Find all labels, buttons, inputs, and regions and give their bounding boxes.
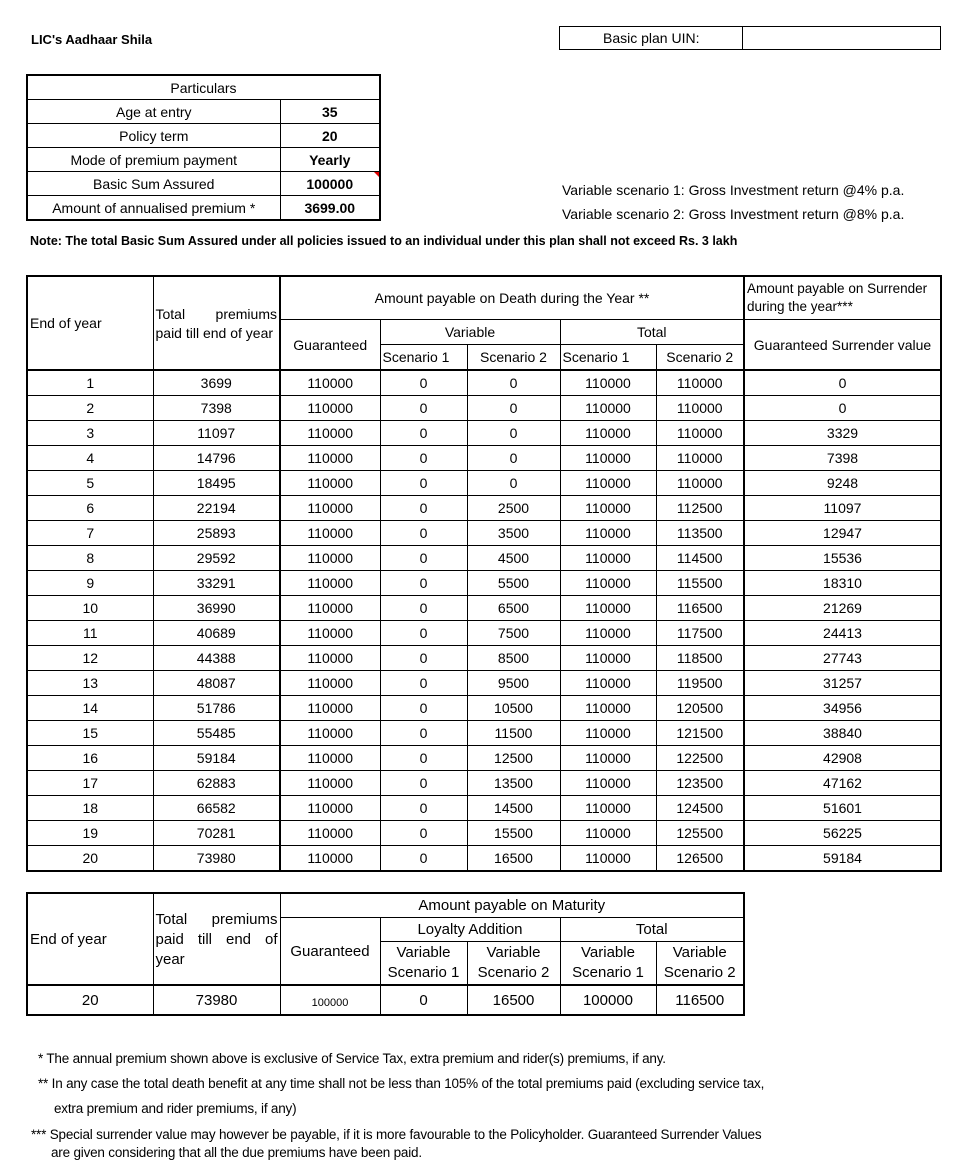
cell-death-total-s1: 110000 [560, 596, 656, 621]
particular-row [27, 196, 380, 221]
cell-death-total-s2: 110000 [656, 421, 744, 446]
cell-guaranteed-surrender-value: 18310 [744, 571, 941, 596]
cell-death-total-s1: 110000 [560, 396, 656, 421]
table-row [27, 771, 941, 796]
header-surrender-group: Amount payable on Surrender during the year*** [744, 276, 941, 320]
particular-row [27, 100, 380, 124]
cell-death-total-s2: 123500 [656, 771, 744, 796]
cell-guaranteed-surrender-value: 11097 [744, 496, 941, 521]
table-row [27, 471, 941, 496]
table-row [27, 521, 941, 546]
cell-death-variable-s1: 0 [380, 471, 467, 496]
cell-death-total-s2: 112500 [656, 496, 744, 521]
header-gsv: Guaranteed Surrender value [744, 320, 941, 371]
cell-total-premiums: 59184 [153, 746, 280, 771]
cell-death-total-s1: 110000 [560, 746, 656, 771]
cell-guaranteed-surrender-value: 12947 [744, 521, 941, 546]
particular-value[interactable]: Yearly [280, 148, 380, 172]
footnote-3-cont: are given considering that all the due premiums have been paid. [51, 1145, 422, 1160]
cell-death-variable-s1: 0 [380, 746, 467, 771]
cell-end-of-year: 10 [27, 596, 153, 621]
particular-label: Policy term [27, 124, 280, 148]
cell-total-premiums: 66582 [153, 796, 280, 821]
cell-death-variable-s2: 4500 [467, 546, 560, 571]
header-total-premiums: Total premiums paid till end of year [153, 276, 280, 370]
cell-death-variable-s2: 16500 [467, 846, 560, 872]
cell-death-total-s1: 110000 [560, 721, 656, 746]
mat-header-total: Total [560, 918, 744, 942]
cell-death-total-s1: 110000 [560, 796, 656, 821]
mat-loyalty-vs2: 16500 [467, 985, 560, 1015]
cell-guaranteed-surrender-value: 42908 [744, 746, 941, 771]
cell-death-total-s1: 110000 [560, 621, 656, 646]
cell-end-of-year: 14 [27, 696, 153, 721]
cell-death-guaranteed: 110000 [280, 446, 380, 471]
cell-end-of-year: 4 [27, 446, 153, 471]
mat-guaranteed: 100000 [280, 985, 380, 1015]
cell-guaranteed-surrender-value: 47162 [744, 771, 941, 796]
cell-death-total-s2: 124500 [656, 796, 744, 821]
cell-guaranteed-surrender-value: 31257 [744, 671, 941, 696]
cell-end-of-year: 12 [27, 646, 153, 671]
cell-end-of-year: 3 [27, 421, 153, 446]
particulars-table [26, 74, 381, 221]
mat-header-loyalty-vs1: Variable Scenario 1 [380, 942, 467, 986]
mat-header-loyalty-vs2: Variable Scenario 2 [467, 942, 560, 986]
mat-end-of-year: 20 [27, 985, 153, 1015]
cell-death-variable-s1: 0 [380, 446, 467, 471]
header-guaranteed: Guaranteed [280, 320, 380, 371]
cell-total-premiums: 44388 [153, 646, 280, 671]
header-total-scenario-2: Scenario 2 [656, 345, 744, 371]
cell-death-total-s1: 110000 [560, 821, 656, 846]
cell-total-premiums: 3699 [153, 370, 280, 396]
table-row [27, 446, 941, 471]
cell-death-variable-s2: 0 [467, 471, 560, 496]
cell-death-variable-s2: 10500 [467, 696, 560, 721]
cell-death-total-s2: 121500 [656, 721, 744, 746]
particular-label: Mode of premium payment [27, 148, 280, 172]
cell-death-total-s1: 110000 [560, 771, 656, 796]
cell-end-of-year: 7 [27, 521, 153, 546]
cell-death-total-s1: 110000 [560, 370, 656, 396]
mat-total-vs2: 116500 [656, 985, 744, 1015]
cell-guaranteed-surrender-value: 3329 [744, 421, 941, 446]
cell-end-of-year: 16 [27, 746, 153, 771]
cell-guaranteed-surrender-value: 34956 [744, 696, 941, 721]
cell-death-guaranteed: 110000 [280, 370, 380, 396]
cell-death-variable-s2: 5500 [467, 571, 560, 596]
plan-title: LIC's Aadhaar Shila [31, 32, 153, 47]
cell-total-premiums: 51786 [153, 696, 280, 721]
cell-death-variable-s1: 0 [380, 796, 467, 821]
table-row [27, 396, 941, 421]
cell-death-variable-s2: 2500 [467, 496, 560, 521]
cell-death-variable-s1: 0 [380, 546, 467, 571]
cell-death-guaranteed: 110000 [280, 771, 380, 796]
cell-guaranteed-surrender-value: 21269 [744, 596, 941, 621]
mat-header-total-vs1: Variable Scenario 1 [560, 942, 656, 986]
cell-total-premiums: 62883 [153, 771, 280, 796]
cell-death-total-s1: 110000 [560, 521, 656, 546]
cell-guaranteed-surrender-value: 0 [744, 396, 941, 421]
cell-guaranteed-surrender-value: 15536 [744, 546, 941, 571]
cell-death-total-s1: 110000 [560, 846, 656, 872]
cell-death-variable-s1: 0 [380, 396, 467, 421]
uin-table [559, 26, 941, 50]
cell-guaranteed-surrender-value: 27743 [744, 646, 941, 671]
cell-death-total-s2: 119500 [656, 671, 744, 696]
cell-death-guaranteed: 110000 [280, 471, 380, 496]
cell-total-premiums: 14796 [153, 446, 280, 471]
cell-death-variable-s1: 0 [380, 646, 467, 671]
cell-death-variable-s1: 0 [380, 846, 467, 872]
cell-death-guaranteed: 110000 [280, 596, 380, 621]
particular-value[interactable]: 100000 [280, 172, 380, 196]
uin-label: Basic plan UIN: [560, 27, 743, 50]
cell-total-premiums: 55485 [153, 721, 280, 746]
cell-total-premiums: 40689 [153, 621, 280, 646]
maturity-row [27, 985, 744, 1015]
cell-end-of-year: 1 [27, 370, 153, 396]
table-row [27, 370, 941, 396]
cell-death-variable-s1: 0 [380, 621, 467, 646]
cell-death-total-s2: 122500 [656, 746, 744, 771]
maturity-table [26, 892, 745, 1016]
cell-death-guaranteed: 110000 [280, 721, 380, 746]
cell-death-total-s2: 126500 [656, 846, 744, 872]
benefit-table-body [27, 370, 941, 871]
table-row [27, 721, 941, 746]
mat-header-guaranteed: Guaranteed [280, 918, 380, 986]
cell-death-variable-s2: 0 [467, 396, 560, 421]
cell-total-premiums: 33291 [153, 571, 280, 596]
cell-death-variable-s2: 7500 [467, 621, 560, 646]
cell-guaranteed-surrender-value: 24413 [744, 621, 941, 646]
particulars-header: Particulars [27, 75, 380, 100]
cell-end-of-year: 2 [27, 396, 153, 421]
table-row [27, 746, 941, 771]
cell-death-variable-s2: 0 [467, 446, 560, 471]
footnote-3: *** Special surrender value may however be payable, if it is more favourable to the Policyholder. Guaranteed Surrender Values [31, 1127, 762, 1142]
cell-death-total-s2: 110000 [656, 471, 744, 496]
table-row [27, 821, 941, 846]
cell-end-of-year: 6 [27, 496, 153, 521]
header-total-scenario-1: Scenario 1 [560, 345, 656, 371]
particular-label: Basic Sum Assured [27, 172, 280, 196]
cell-total-premiums: 7398 [153, 396, 280, 421]
scenario-2-text: Variable scenario 2: Gross Investment return @8% p.a. [562, 206, 905, 222]
mat-header-total-premiums: Total premiums paid till end of year [153, 893, 280, 985]
cell-death-guaranteed: 110000 [280, 821, 380, 846]
mat-header-group: Amount payable on Maturity [280, 893, 744, 918]
table-row [27, 846, 941, 872]
particular-label: Amount of annualised premium * [27, 196, 280, 221]
cell-death-guaranteed: 110000 [280, 746, 380, 771]
footnote-2-cont: extra premium and rider premiums, if any) [54, 1101, 297, 1116]
cell-guaranteed-surrender-value: 38840 [744, 721, 941, 746]
cell-death-total-s2: 125500 [656, 821, 744, 846]
mat-total-premiums: 73980 [153, 985, 280, 1015]
cell-end-of-year: 18 [27, 796, 153, 821]
cell-death-total-s2: 110000 [656, 370, 744, 396]
cell-death-total-s1: 110000 [560, 696, 656, 721]
table-row [27, 696, 941, 721]
cell-death-guaranteed: 110000 [280, 696, 380, 721]
cell-death-variable-s1: 0 [380, 771, 467, 796]
header-death-group: Amount payable on Death during the Year ** [280, 276, 744, 320]
cell-death-guaranteed: 110000 [280, 846, 380, 872]
header-total: Total [560, 320, 744, 345]
mat-total-vs1: 100000 [560, 985, 656, 1015]
header-var-scenario-1: Scenario 1 [380, 345, 467, 371]
mat-header-end-of-year: End of year [27, 893, 153, 985]
cell-death-guaranteed: 110000 [280, 421, 380, 446]
cell-death-variable-s1: 0 [380, 370, 467, 396]
cell-death-total-s2: 113500 [656, 521, 744, 546]
cell-guaranteed-surrender-value: 9248 [744, 471, 941, 496]
header-var-scenario-2: Scenario 2 [467, 345, 560, 371]
particular-label: Age at entry [27, 100, 280, 124]
particular-row [27, 172, 380, 196]
cell-death-total-s1: 110000 [560, 471, 656, 496]
particular-value[interactable]: 35 [280, 100, 380, 124]
cell-end-of-year: 9 [27, 571, 153, 596]
cell-death-guaranteed: 110000 [280, 521, 380, 546]
cell-total-premiums: 70281 [153, 821, 280, 846]
cell-end-of-year: 13 [27, 671, 153, 696]
cell-death-total-s2: 115500 [656, 571, 744, 596]
particular-value[interactable]: 20 [280, 124, 380, 148]
footnote-1: * The annual premium shown above is exclusive of Service Tax, extra premium and rider(s) premiums, if any. [38, 1051, 666, 1066]
header-end-of-year: End of year [27, 276, 153, 370]
table-row [27, 496, 941, 521]
cell-death-variable-s2: 13500 [467, 771, 560, 796]
cell-death-guaranteed: 110000 [280, 621, 380, 646]
mat-header-loyalty: Loyalty Addition [380, 918, 560, 942]
cell-death-guaranteed: 110000 [280, 646, 380, 671]
mat-loyalty-vs1: 0 [380, 985, 467, 1015]
cell-death-total-s2: 116500 [656, 596, 744, 621]
particular-row [27, 124, 380, 148]
cell-guaranteed-surrender-value: 59184 [744, 846, 941, 872]
cell-end-of-year: 19 [27, 821, 153, 846]
cell-death-guaranteed: 110000 [280, 546, 380, 571]
cell-death-variable-s1: 0 [380, 596, 467, 621]
cell-death-variable-s1: 0 [380, 421, 467, 446]
cell-end-of-year: 11 [27, 621, 153, 646]
cell-death-total-s2: 110000 [656, 396, 744, 421]
cell-death-total-s1: 110000 [560, 496, 656, 521]
cell-end-of-year: 20 [27, 846, 153, 872]
cell-end-of-year: 5 [27, 471, 153, 496]
cell-death-variable-s2: 6500 [467, 596, 560, 621]
cell-death-total-s1: 110000 [560, 546, 656, 571]
cell-death-variable-s1: 0 [380, 821, 467, 846]
cell-death-variable-s1: 0 [380, 496, 467, 521]
cell-death-total-s1: 110000 [560, 646, 656, 671]
table-row [27, 671, 941, 696]
cell-death-total-s2: 117500 [656, 621, 744, 646]
table-row [27, 621, 941, 646]
table-row [27, 796, 941, 821]
table-row [27, 596, 941, 621]
cell-guaranteed-surrender-value: 0 [744, 370, 941, 396]
cell-death-total-s2: 118500 [656, 646, 744, 671]
cell-death-guaranteed: 110000 [280, 671, 380, 696]
cell-death-variable-s1: 0 [380, 721, 467, 746]
cell-death-variable-s2: 9500 [467, 671, 560, 696]
cell-end-of-year: 15 [27, 721, 153, 746]
cell-death-variable-s2: 15500 [467, 821, 560, 846]
cell-guaranteed-surrender-value: 51601 [744, 796, 941, 821]
cell-death-variable-s2: 8500 [467, 646, 560, 671]
cell-death-total-s2: 114500 [656, 546, 744, 571]
table-row [27, 646, 941, 671]
footnote-2: ** In any case the total death benefit at any time shall not be less than 105% of the total premiums paid (excluding service tax, [38, 1076, 765, 1091]
scenario-1-text: Variable scenario 1: Gross Investment return @4% p.a. [562, 182, 905, 198]
cell-end-of-year: 8 [27, 546, 153, 571]
cell-total-premiums: 36990 [153, 596, 280, 621]
cell-death-variable-s1: 0 [380, 521, 467, 546]
table-row [27, 546, 941, 571]
cell-death-variable-s2: 0 [467, 370, 560, 396]
note-text: Note: The total Basic Sum Assured under all policies issued to an individual under this plan shall not exceed Rs. 3 lakh [30, 234, 738, 248]
cell-death-variable-s1: 0 [380, 571, 467, 596]
cell-death-guaranteed: 110000 [280, 796, 380, 821]
cell-death-total-s1: 110000 [560, 446, 656, 471]
benefit-table [26, 275, 942, 872]
cell-total-premiums: 29592 [153, 546, 280, 571]
cell-total-premiums: 73980 [153, 846, 280, 872]
cell-death-guaranteed: 110000 [280, 496, 380, 521]
uin-value[interactable] [743, 27, 941, 50]
cell-death-variable-s2: 12500 [467, 746, 560, 771]
cell-death-total-s1: 110000 [560, 421, 656, 446]
cell-total-premiums: 48087 [153, 671, 280, 696]
header-variable: Variable [380, 320, 560, 345]
cell-death-guaranteed: 110000 [280, 571, 380, 596]
cell-death-total-s2: 120500 [656, 696, 744, 721]
cell-total-premiums: 22194 [153, 496, 280, 521]
cell-death-variable-s2: 0 [467, 421, 560, 446]
cell-death-variable-s1: 0 [380, 696, 467, 721]
cell-end-of-year: 17 [27, 771, 153, 796]
cell-death-variable-s2: 14500 [467, 796, 560, 821]
particular-value[interactable]: 3699.00 [280, 196, 380, 221]
cell-total-premiums: 25893 [153, 521, 280, 546]
cell-death-total-s2: 110000 [656, 446, 744, 471]
cell-death-variable-s1: 0 [380, 671, 467, 696]
cell-death-guaranteed: 110000 [280, 396, 380, 421]
table-row [27, 571, 941, 596]
cell-total-premiums: 18495 [153, 471, 280, 496]
cell-guaranteed-surrender-value: 56225 [744, 821, 941, 846]
table-row [27, 421, 941, 446]
cell-total-premiums: 11097 [153, 421, 280, 446]
particular-row [27, 148, 380, 172]
cell-guaranteed-surrender-value: 7398 [744, 446, 941, 471]
mat-header-total-vs2: Variable Scenario 2 [656, 942, 744, 986]
cell-death-total-s1: 110000 [560, 571, 656, 596]
cell-death-total-s1: 110000 [560, 671, 656, 696]
cell-death-variable-s2: 11500 [467, 721, 560, 746]
cell-death-variable-s2: 3500 [467, 521, 560, 546]
